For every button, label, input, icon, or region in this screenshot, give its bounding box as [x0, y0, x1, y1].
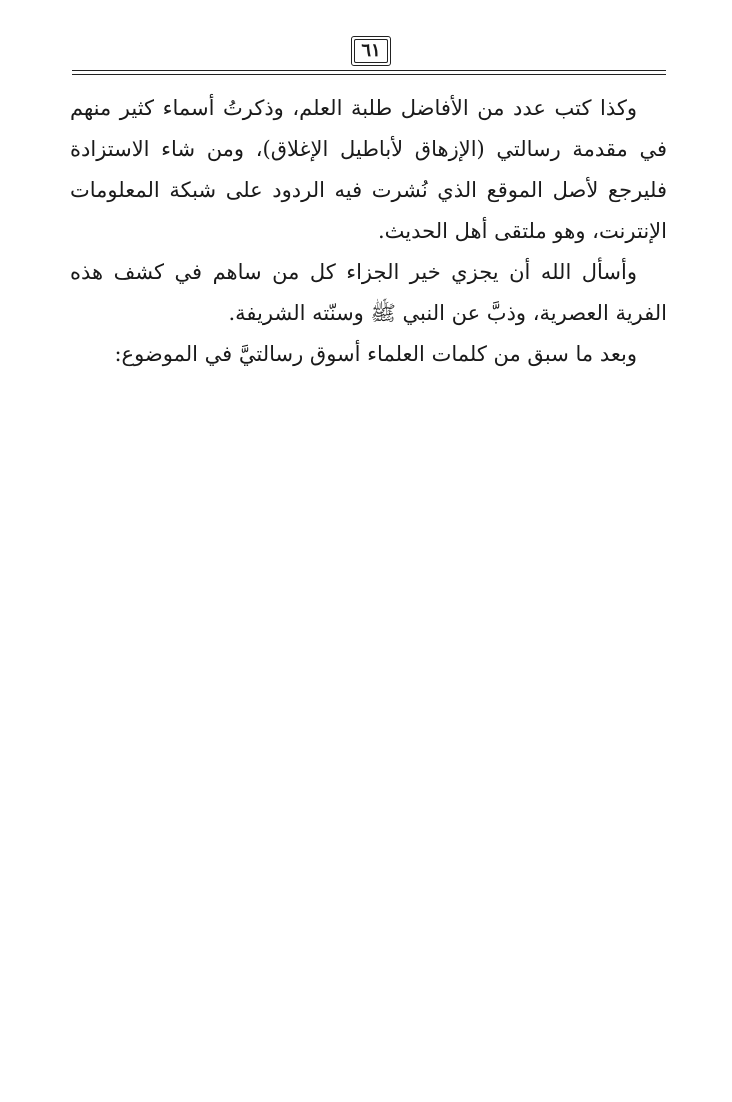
paragraph-1: وكذا كتب عدد من الأفاضل طلبة العلم، وذكرتُ أسماء كثير منهم في مقدمة رسالتي (الإزهاق لأباطيل الإغلاق)، ومن شاء الاستزادة فليرجع لأصل الموقع الذي نُشرت فيه الردود على شبكة المعلومات الإنترنت، وهو ملتقى أهل الحديث.: [70, 96, 667, 243]
page-number-frame: [351, 36, 391, 66]
header-rule-thin: [72, 74, 666, 75]
body-text: [70, 88, 667, 375]
paragraph-3: وبعد ما سبق من كلمات العلماء أسوق رسالتيَّ في الموضوع:: [114, 342, 637, 366]
paragraph-2: وأسأل الله أن يجزي خير الجزاء كل من ساهم في كشف هذه الفرية العصرية، وذبَّ عن النبي ﷺ وسنّته الشريفة.: [70, 260, 667, 325]
page-number: ٦١: [361, 40, 381, 61]
header-rule-thick: [72, 70, 666, 71]
page-header: [72, 36, 666, 78]
